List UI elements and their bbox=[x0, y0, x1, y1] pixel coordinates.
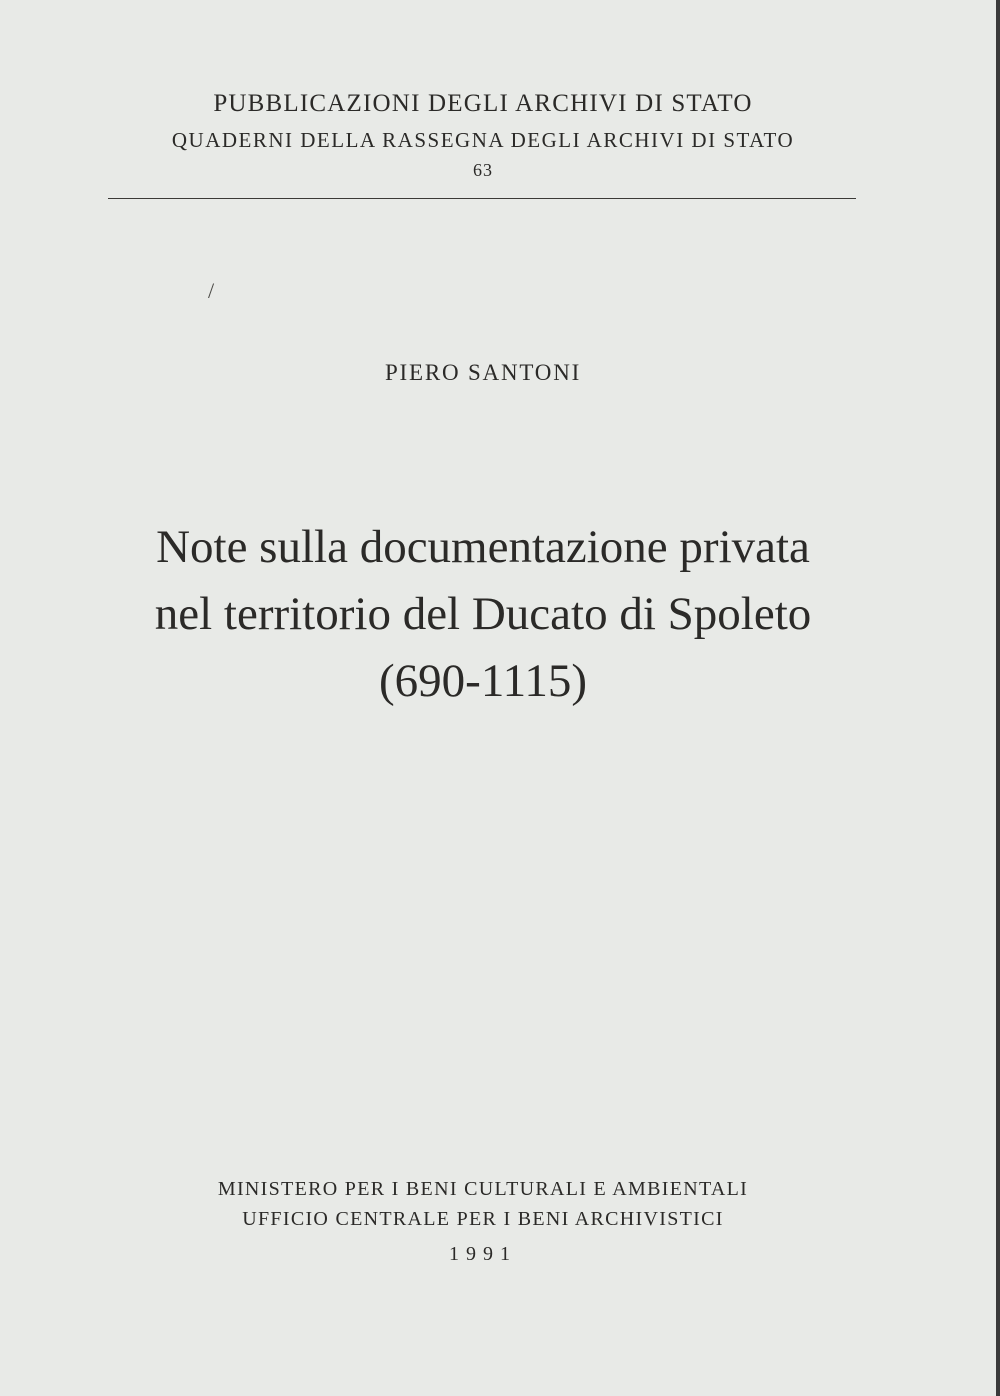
book-title-line-1: Note sulla documentazione privata bbox=[156, 521, 810, 573]
page-edge bbox=[996, 0, 1000, 1396]
publisher-office: UFFICIO CENTRALE PER I BENI ARCHIVISTICI bbox=[242, 1208, 724, 1230]
series-subtitle: QUADERNI DELLA RASSEGNA DEGLI ARCHIVI DI STATO bbox=[171, 128, 795, 152]
series-title: PUBBLICAZIONI DEGLI ARCHIVI DI STATO bbox=[213, 90, 753, 117]
pencil-mark: / bbox=[208, 278, 215, 303]
publication-year: 1991 bbox=[449, 1243, 517, 1265]
series-number: 63 bbox=[473, 160, 493, 180]
author-name: PIERO SANTONI bbox=[384, 360, 582, 385]
book-title-line-2: nel territorio del Ducato di Spoleto bbox=[154, 588, 812, 640]
publisher-ministry: MINISTERO PER I BENI CULTURALI E AMBIENTALI bbox=[217, 1178, 749, 1200]
book-title-dates: (690-1115) bbox=[379, 655, 587, 707]
header-divider bbox=[108, 198, 856, 199]
